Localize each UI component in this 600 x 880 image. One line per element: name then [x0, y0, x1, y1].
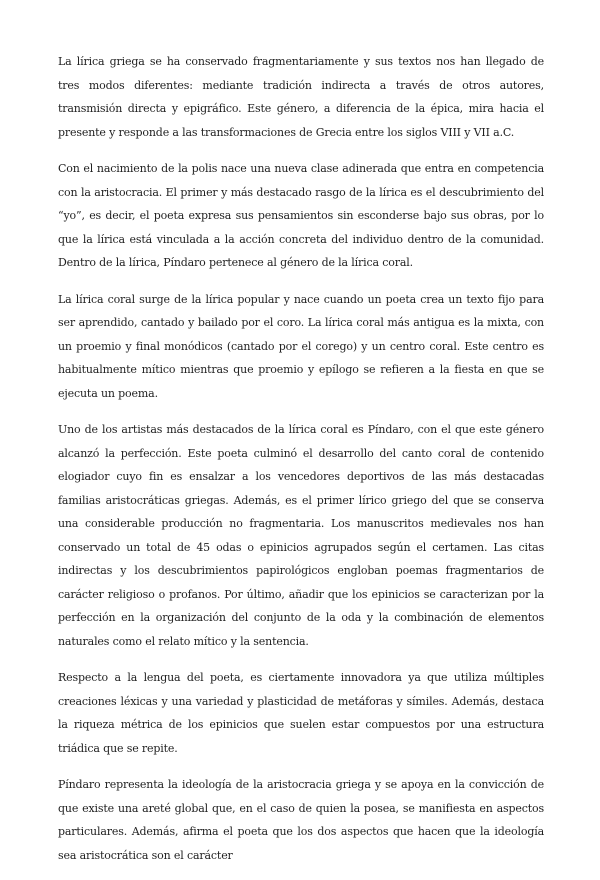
paragraph-pindaro: Uno de los artistas más destacados de la lírica coral es Píndaro, con el que este género alcanzó la perfección. Este poeta culminó el desarrollo del canto coral de contenido elogiador cuyo fin es ensalzar a los vencedores deportivos de las más destacadas familias aristocráticas griegas. Además, es el primer lírico griego del que se conserva una considerable producción no fragmentaria. Los manuscritos medievales nos han conservado un total de 45 odas o epinicios agrupados según el certamen. Las citas indirectas y los descubrimientos papirológicos engloban poemas fragmentarios de carácter religioso o profanos. Por último, añadir que los epinicios se caracterizan por la perfección en la organización del conjunto de la oda y la combinación de elementos naturales como el relato mítico y la sentencia. [58, 423, 544, 648]
paragraph-ideologia: Píndaro representa la ideología de la aristocracia griega y se apoya en la convicción de que existe una areté global que, en el caso de quien la posea, se manifiesta en aspectos particulares. Además, afirma el poeta que los dos aspectos que hacen que la ideología sea aristocrática son el carácter [58, 778, 544, 862]
paragraph-polis: Con el nacimiento de la polis nace una nueva clase adinerada que entra en competencia con la aristocracia. El primer y más destacado rasgo de la lírica es el descubrimiento del “yo”, es decir, el poeta expresa sus pensamientos sin esconderse bajo sus obras, por lo que la lírica está vinculada a la acción concreta del individuo dentro de la comunidad. Dentro de la lírica, Píndaro pertenece al género de la lírica coral. [58, 162, 544, 269]
paragraph-lirica-griega: La lírica griega se ha conservado fragmentariamente y sus textos nos han llegado de tres modos diferentes: mediante tradición indirecta a través de otros autores, transmisión directa y epigráfico. Este género, a diferencia de la épica, mira hacia el presente y responde a las transformaciones de Grecia entre los siglos VIII y VII a.C. [58, 55, 544, 139]
paragraph-lengua: Respecto a la lengua del poeta, es ciertamente innovadora ya que utiliza múltiples creaciones léxicas y una variedad y plasticidad de metáforas y símiles. Además, destaca la riqueza métrica de los epinicios que suelen estar compuestos por una estructura triádica que se repite. [58, 671, 544, 755]
document-page [58, 50, 544, 880]
paragraph-lirica-coral: La lírica coral surge de la lírica popular y nace cuando un poeta crea un texto fijo para ser aprendido, cantado y bailado por el coro. La lírica coral más antigua es la mixta, con un proemio y final monódicos (cantado por el corego) y un centro coral. Este centro es habitualmente mítico mientras que proemio y epílogo se refieren a la fiesta en que se ejecuta un poema. [58, 292, 544, 400]
